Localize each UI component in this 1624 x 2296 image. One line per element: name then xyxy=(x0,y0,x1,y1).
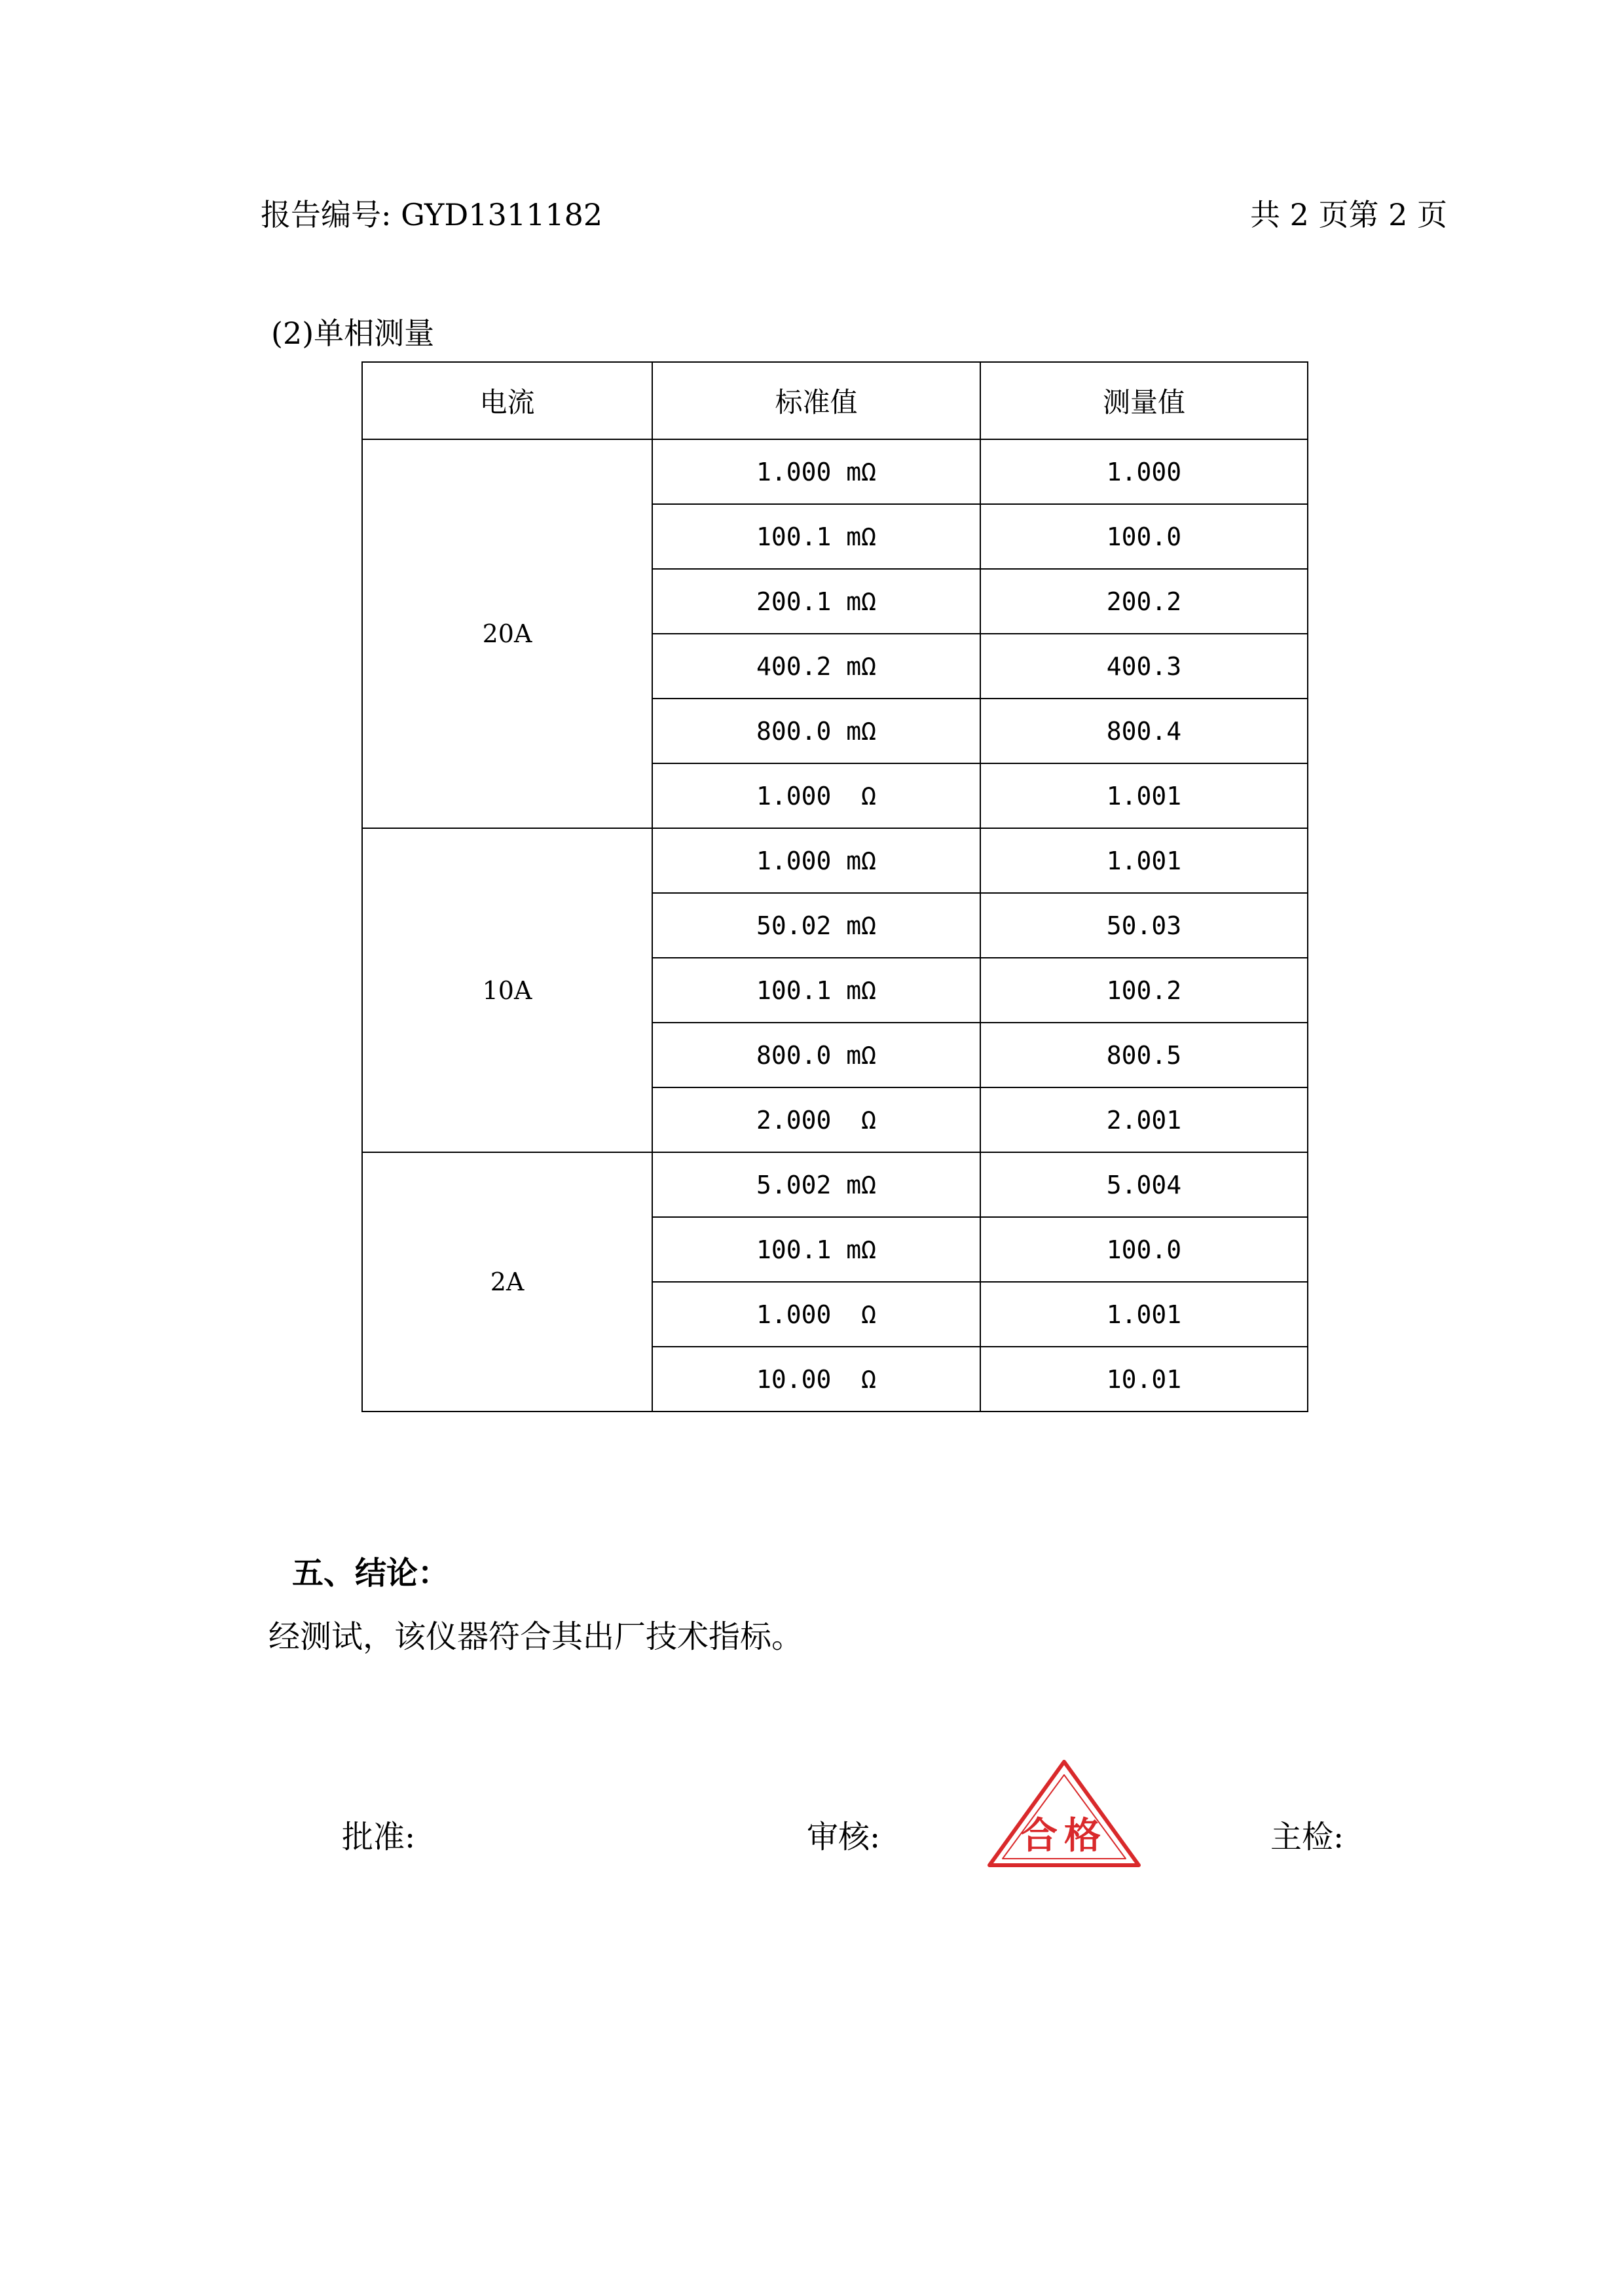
standard-value-cell: 100.1 mΩ xyxy=(652,504,980,569)
measured-value-cell: 800.4 xyxy=(980,699,1308,763)
measurement-table xyxy=(361,361,1308,1412)
table-row xyxy=(362,828,1308,893)
standard-value-cell: 2.000 Ω xyxy=(652,1087,980,1152)
measured-value-cell: 1.000 xyxy=(980,439,1308,504)
approve-label: 批准: xyxy=(342,1819,416,1855)
stamp-text: 合格 xyxy=(1021,1815,1107,1857)
column-header-current: 电流 xyxy=(362,362,652,439)
standard-value-cell: 100.1 mΩ xyxy=(652,958,980,1023)
table-body xyxy=(362,439,1308,1412)
table-row xyxy=(362,1152,1308,1217)
current-cell: 2A xyxy=(362,1152,652,1412)
inspect-label: 主检: xyxy=(1270,1819,1344,1855)
standard-value-cell: 1.000 mΩ xyxy=(652,828,980,893)
review-label: 审核: xyxy=(807,1819,881,1855)
table-header-row xyxy=(362,362,1308,439)
measured-value-cell: 100.2 xyxy=(980,958,1308,1023)
measured-value-cell: 2.001 xyxy=(980,1087,1308,1152)
conclusion-title: 五、结论： xyxy=(292,1555,450,1592)
column-header-measured: 测量值 xyxy=(980,362,1308,439)
section-title: (2)单相测量 xyxy=(271,316,435,351)
measured-value-cell: 100.0 xyxy=(980,504,1308,569)
standard-value-cell: 10.00 Ω xyxy=(652,1347,980,1412)
measured-value-cell: 400.3 xyxy=(980,634,1308,699)
measured-value-cell: 1.001 xyxy=(980,828,1308,893)
page-info: 共 2 页第 2 页 xyxy=(1249,197,1447,232)
standard-value-cell: 100.1 mΩ xyxy=(652,1217,980,1282)
current-cell: 10A xyxy=(362,828,652,1152)
measured-value-cell: 100.0 xyxy=(980,1217,1308,1282)
column-header-standard: 标准值 xyxy=(652,362,980,439)
standard-value-cell: 800.0 mΩ xyxy=(652,1023,980,1087)
standard-value-cell: 50.02 mΩ xyxy=(652,893,980,958)
table-row xyxy=(362,439,1308,504)
measured-value-cell: 50.03 xyxy=(980,893,1308,958)
report-number: 报告编号: GYD1311182 xyxy=(261,197,603,232)
standard-value-cell: 1.000 mΩ xyxy=(652,439,980,504)
measured-value-cell: 200.2 xyxy=(980,569,1308,634)
measured-value-cell: 1.001 xyxy=(980,763,1308,828)
measured-value-cell: 10.01 xyxy=(980,1347,1308,1412)
standard-value-cell: 200.1 mΩ xyxy=(652,569,980,634)
measured-value-cell: 5.004 xyxy=(980,1152,1308,1217)
conclusion-text: 经测试，该仪器符合其出厂技术指标。 xyxy=(268,1618,803,1655)
standard-value-cell: 5.002 mΩ xyxy=(652,1152,980,1217)
measured-value-cell: 800.5 xyxy=(980,1023,1308,1087)
standard-value-cell: 1.000 Ω xyxy=(652,763,980,828)
standard-value-cell: 800.0 mΩ xyxy=(652,699,980,763)
qualified-stamp xyxy=(986,1758,1143,1869)
measured-value-cell: 1.001 xyxy=(980,1282,1308,1347)
current-cell: 20A xyxy=(362,439,652,828)
standard-value-cell: 400.2 mΩ xyxy=(652,634,980,699)
standard-value-cell: 1.000 Ω xyxy=(652,1282,980,1347)
